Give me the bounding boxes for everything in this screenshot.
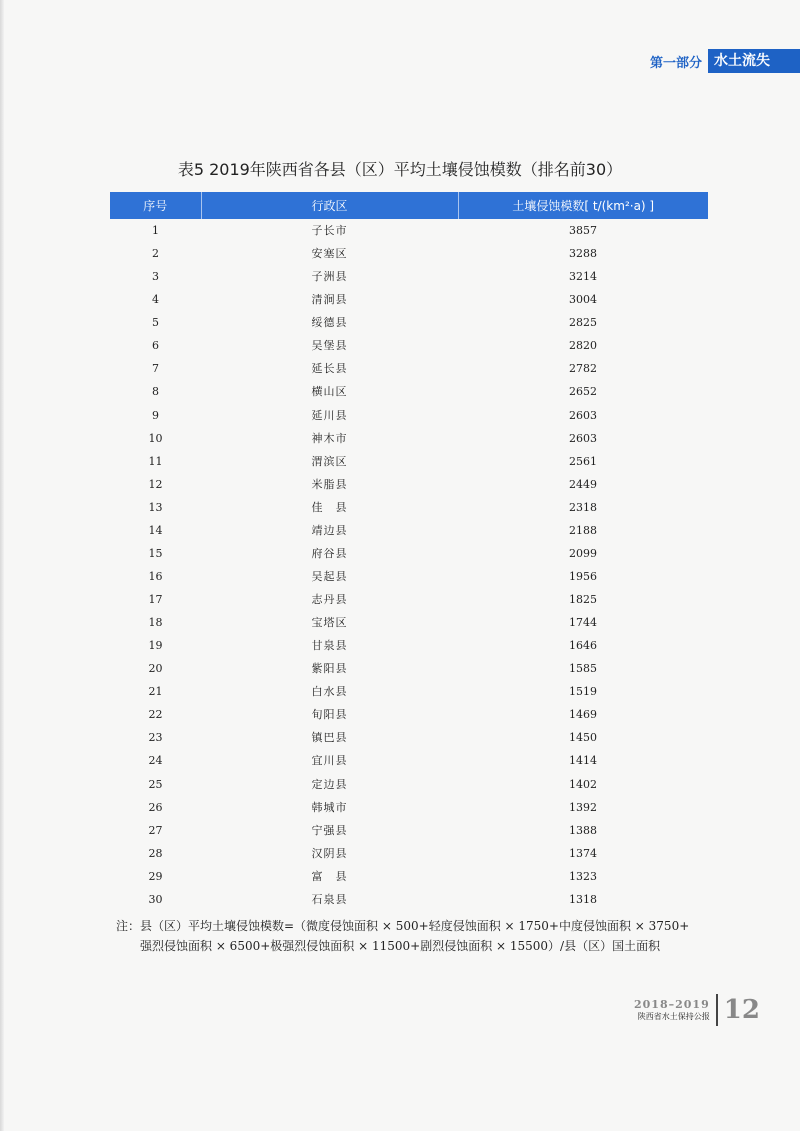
table-row xyxy=(110,311,708,334)
page-number: 12 xyxy=(723,995,760,1025)
district-cell: 旬阳县 xyxy=(311,708,348,722)
district-cell: 神木市 xyxy=(311,431,348,445)
table-row xyxy=(110,703,708,726)
table-row xyxy=(110,842,708,865)
table-row xyxy=(110,242,708,265)
rank-cell: 12 xyxy=(148,477,163,491)
modulus-cell: 2652 xyxy=(569,385,597,399)
rank-cell: 2 xyxy=(152,247,159,261)
table-row xyxy=(110,542,708,565)
district-cell: 石泉县 xyxy=(311,892,348,906)
table-row xyxy=(110,611,708,634)
modulus-cell: 2188 xyxy=(569,523,597,537)
district-cell: 志丹县 xyxy=(311,593,348,607)
page-footer xyxy=(634,994,760,1026)
footer-divider xyxy=(716,994,718,1026)
table-row xyxy=(110,427,708,450)
column-header-modulus: 土壤侵蚀模数[ t/(km²·a) ] xyxy=(458,192,708,219)
table-row xyxy=(110,334,708,357)
rank-cell: 16 xyxy=(148,569,163,583)
district-cell: 甘泉县 xyxy=(311,639,348,653)
column-header-rank: 序号 xyxy=(110,192,201,219)
modulus-cell: 1318 xyxy=(569,892,597,906)
table-row xyxy=(110,634,708,657)
modulus-cell: 1388 xyxy=(569,823,597,837)
rank-cell: 14 xyxy=(148,523,163,537)
district-cell: 子长市 xyxy=(311,224,348,238)
note-line-2: 强烈侵蚀面积 × 6500+极强烈侵蚀面积 × 11500+剧烈侵蚀面积 × 15500）/县（区）国土面积 xyxy=(140,939,661,953)
district-cell: 富 县 xyxy=(311,869,348,883)
rank-cell: 29 xyxy=(148,869,163,883)
modulus-cell: 1450 xyxy=(569,731,597,745)
footer-org: 陕西省水土保持公报 xyxy=(637,1012,710,1021)
district-cell: 延长县 xyxy=(311,362,348,376)
district-cell: 韩城市 xyxy=(311,800,348,814)
district-cell: 子洲县 xyxy=(311,270,348,284)
modulus-cell: 3857 xyxy=(569,224,597,238)
table-row xyxy=(110,657,708,680)
modulus-cell: 2561 xyxy=(569,454,597,468)
table-row xyxy=(110,680,708,703)
table-row xyxy=(110,265,708,288)
rank-cell: 4 xyxy=(152,293,159,307)
table-row xyxy=(110,796,708,819)
district-cell: 靖边县 xyxy=(311,523,348,537)
column-header-district: 行政区 xyxy=(201,192,458,219)
rank-cell: 17 xyxy=(148,593,163,607)
table-row xyxy=(110,496,708,519)
district-cell: 绥德县 xyxy=(311,316,348,330)
district-cell: 紫阳县 xyxy=(311,662,348,676)
district-cell: 汉阴县 xyxy=(311,846,348,860)
erosion-table xyxy=(110,192,708,911)
modulus-cell: 1374 xyxy=(569,846,597,860)
rank-cell: 19 xyxy=(148,639,163,653)
district-cell: 横山区 xyxy=(311,385,348,399)
table-title: 表5 2019年陕西省各县（区）平均土壤侵蚀模数（排名前30） xyxy=(177,160,623,179)
table-row xyxy=(110,473,708,496)
modulus-cell: 2449 xyxy=(569,477,597,491)
modulus-cell: 2603 xyxy=(569,431,597,445)
modulus-cell: 2099 xyxy=(569,546,597,560)
district-cell: 渭滨区 xyxy=(311,454,348,468)
modulus-cell: 1392 xyxy=(569,800,597,814)
rank-cell: 1 xyxy=(152,224,159,238)
table-row xyxy=(110,565,708,588)
rank-cell: 15 xyxy=(148,546,163,560)
table-row xyxy=(110,749,708,772)
district-cell: 吴堡县 xyxy=(311,339,348,353)
section-part-label: 第一部分 xyxy=(649,55,702,71)
district-cell: 佳 县 xyxy=(311,500,348,514)
rank-cell: 25 xyxy=(148,777,163,791)
rank-cell: 22 xyxy=(148,708,163,722)
rank-cell: 30 xyxy=(148,892,163,906)
rank-cell: 28 xyxy=(148,846,163,860)
table-row xyxy=(110,819,708,842)
rank-cell: 20 xyxy=(148,662,163,676)
modulus-cell: 2318 xyxy=(569,500,597,514)
modulus-cell: 1402 xyxy=(569,777,597,791)
modulus-cell: 2820 xyxy=(569,339,597,353)
district-cell: 米脂县 xyxy=(311,477,348,491)
district-cell: 安塞区 xyxy=(311,247,348,261)
table-row xyxy=(110,865,708,888)
rank-cell: 5 xyxy=(152,316,159,330)
table-row xyxy=(110,888,708,911)
modulus-cell: 1469 xyxy=(569,708,597,722)
rank-cell: 11 xyxy=(148,454,163,468)
rank-cell: 21 xyxy=(148,685,163,699)
footer-years: 2018–2019 xyxy=(634,998,710,1011)
modulus-cell: 2603 xyxy=(569,408,597,422)
district-cell: 府谷县 xyxy=(311,546,348,560)
table-row xyxy=(110,288,708,311)
note-line-1: 注：县（区）平均土壤侵蚀模数=（微度侵蚀面积 × 500+轻度侵蚀面积 × 1750+中度侵蚀面积 × 3750+ xyxy=(116,919,690,933)
rank-cell: 18 xyxy=(148,616,163,630)
district-cell: 镇巴县 xyxy=(311,731,348,745)
table-row xyxy=(110,588,708,611)
district-cell: 定边县 xyxy=(311,777,348,791)
modulus-cell: 1519 xyxy=(569,685,597,699)
modulus-cell: 1956 xyxy=(569,569,597,583)
rank-cell: 27 xyxy=(148,823,163,837)
rank-cell: 10 xyxy=(148,431,163,445)
rank-cell: 7 xyxy=(152,362,159,376)
table-note xyxy=(116,916,726,956)
table-row xyxy=(110,380,708,403)
district-cell: 延川县 xyxy=(311,408,348,422)
modulus-cell: 1646 xyxy=(569,639,597,653)
modulus-cell: 1744 xyxy=(569,616,597,630)
district-cell: 吴起县 xyxy=(311,569,348,583)
table-row xyxy=(110,726,708,749)
rank-cell: 24 xyxy=(148,754,163,768)
table-row xyxy=(110,357,708,380)
modulus-cell: 3214 xyxy=(569,270,597,284)
table-row xyxy=(110,519,708,542)
rank-cell: 3 xyxy=(152,270,159,284)
modulus-cell: 3288 xyxy=(569,247,597,261)
table-row xyxy=(110,219,708,242)
modulus-cell: 1414 xyxy=(569,754,597,768)
district-cell: 宜川县 xyxy=(311,754,348,768)
district-cell: 清涧县 xyxy=(311,293,348,307)
modulus-cell: 2825 xyxy=(569,316,597,330)
rank-cell: 13 xyxy=(148,500,163,514)
district-cell: 宁强县 xyxy=(311,823,348,837)
table-row xyxy=(110,404,708,427)
modulus-cell: 1825 xyxy=(569,593,597,607)
rank-cell: 9 xyxy=(152,408,159,422)
modulus-cell: 1585 xyxy=(569,662,597,676)
section-topic-label: 水土流失 xyxy=(708,49,800,73)
district-cell: 白水县 xyxy=(311,685,348,699)
table-header-row xyxy=(110,192,708,219)
section-header xyxy=(650,49,800,73)
rank-cell: 8 xyxy=(152,385,159,399)
rank-cell: 26 xyxy=(148,800,163,814)
modulus-cell: 3004 xyxy=(569,293,597,307)
modulus-cell: 1323 xyxy=(569,869,597,883)
modulus-cell: 2782 xyxy=(569,362,597,376)
table-row xyxy=(110,773,708,796)
table-row xyxy=(110,450,708,473)
rank-cell: 6 xyxy=(152,339,159,353)
rank-cell: 23 xyxy=(148,731,163,745)
district-cell: 宝塔区 xyxy=(311,616,348,630)
table-body xyxy=(110,219,708,911)
